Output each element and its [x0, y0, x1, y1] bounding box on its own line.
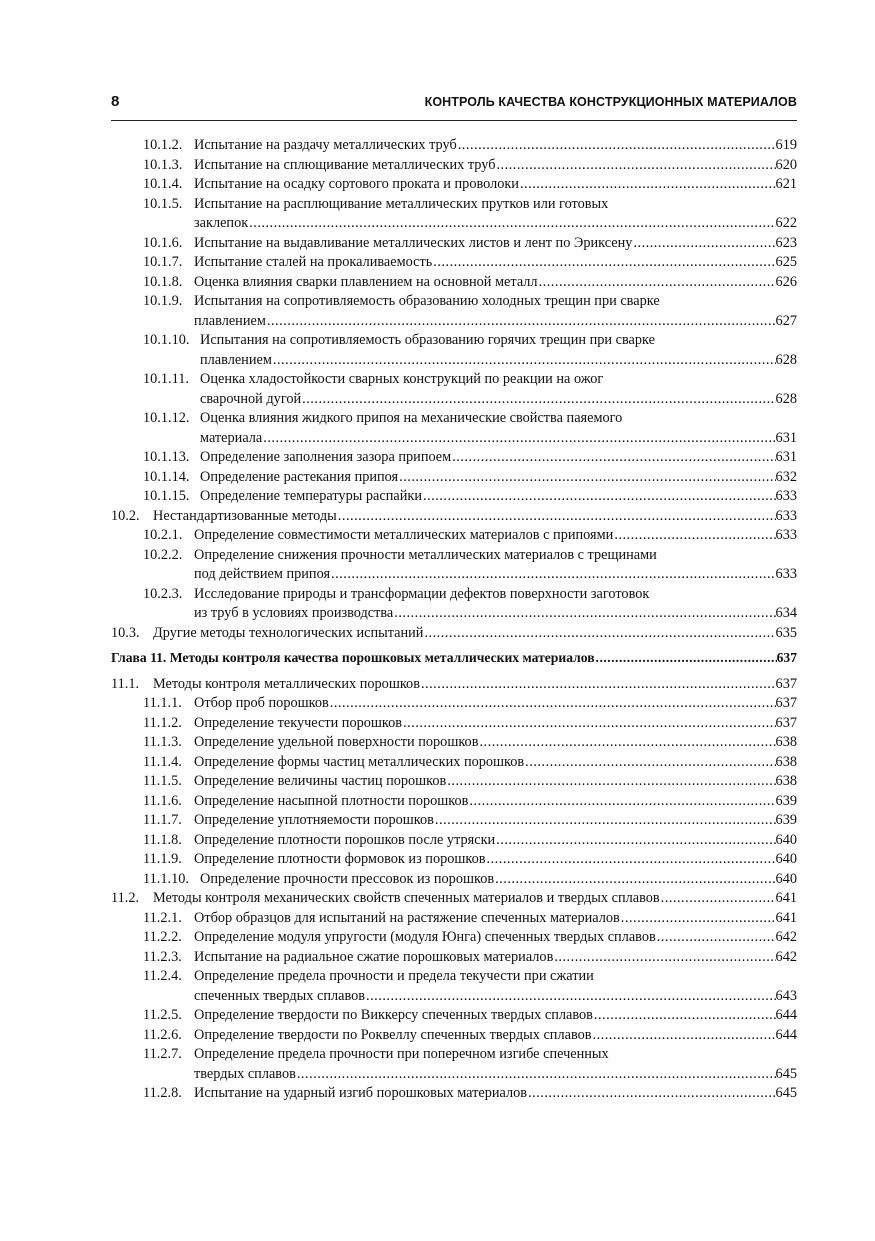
- toc-page-number: 619: [775, 137, 797, 153]
- toc-entry-title: Определение снижения прочности металлических материалов с трещинами: [194, 546, 657, 563]
- toc-entry-title: твердых сплавов: [194, 1065, 296, 1082]
- toc-entry-line: [194, 213, 797, 233]
- toc-section-number: 11.1.4.: [143, 753, 182, 770]
- toc-page-number: 633: [775, 527, 797, 543]
- toc-section-number: 11.2.7.: [143, 1046, 182, 1062]
- toc-page-number: 642: [775, 948, 797, 965]
- toc-page-number: 623: [775, 234, 797, 251]
- toc-entry-title: Оценка влияния сварки плавлением на основной металл: [194, 273, 538, 290]
- toc-entry-line: [111, 623, 797, 643]
- toc-entry-line: [194, 1064, 797, 1084]
- toc-page-number: 640: [775, 870, 797, 887]
- toc-entry-title: Определение совместимости металлических материалов с припоями: [194, 527, 614, 543]
- dot-leader: [519, 174, 776, 194]
- toc-page-number: 633: [775, 507, 797, 524]
- toc-entry-title: Определение растекания припоя: [200, 468, 399, 485]
- dot-leader: [420, 674, 776, 694]
- toc-entry-line: [111, 648, 797, 668]
- toc-entry-line: [143, 1044, 609, 1064]
- toc-entry-line: [143, 869, 797, 889]
- toc-page-number: 640: [775, 851, 797, 867]
- toc-entry-title: спеченных твердых сплавов: [194, 987, 366, 1004]
- toc-section-number: 10.1.3.: [143, 156, 183, 173]
- toc-page-number: 637: [776, 650, 797, 665]
- dot-leader: [365, 986, 776, 1006]
- toc-entry-line: [194, 311, 797, 331]
- toc-entry-title: заклепок: [194, 215, 249, 231]
- toc-page-number: 631: [775, 449, 797, 465]
- toc-page-number: 644: [775, 1026, 797, 1043]
- toc-page-number: 627: [775, 312, 797, 329]
- toc-entry-title: Испытания на сопротивляемость образованию горячих трещин при сварке: [200, 332, 655, 348]
- toc-section-number: 11.1.2.: [143, 714, 182, 731]
- dot-leader: [592, 1025, 776, 1045]
- toc-entry-line: [143, 752, 797, 772]
- dot-leader: [620, 908, 776, 928]
- toc-page-number: 621: [775, 176, 797, 192]
- toc-section-number: 11.1.3.: [143, 734, 182, 750]
- toc-page-number: 637: [775, 714, 797, 731]
- toc-section-number: 10.2.1.: [143, 527, 183, 543]
- toc-section-number: 10.1.8.: [143, 273, 183, 290]
- dot-leader: [656, 927, 776, 947]
- dot-leader: [446, 771, 775, 791]
- toc-entry-title: Определение модуля упругости (модуля Юнга) спеченных твердых сплавов: [194, 929, 656, 945]
- dot-leader: [595, 648, 777, 668]
- toc-section-number: 11.1.10.: [143, 870, 189, 887]
- toc-section-number: 11.1.5.: [143, 773, 182, 789]
- toc-page-number: 631: [775, 429, 797, 446]
- toc-entry-title: Методы контроля металлических порошков: [153, 675, 420, 692]
- toc-section-number: 11.1.6.: [143, 792, 182, 809]
- toc-entry-line: [143, 584, 649, 604]
- toc-section-number: 10.1.2.: [143, 137, 183, 153]
- toc-entry-title: под действием припоя: [194, 566, 331, 582]
- dot-leader: [296, 1064, 776, 1084]
- toc-entry-title: Определение прочности прессовок из порошков: [200, 870, 495, 887]
- dot-leader: [527, 1083, 776, 1103]
- toc-entry-title: Определение твердости по Роквеллу спеченных твердых сплавов: [194, 1026, 592, 1043]
- toc-entry-line: [194, 986, 797, 1006]
- running-title: КОНТРОЛЬ КАЧЕСТВА КОНСТРУКЦИОННЫХ МАТЕРИАЛОВ: [424, 95, 797, 109]
- toc-page-number: 620: [775, 156, 797, 173]
- toc-section-number: 10.1.5.: [143, 195, 183, 212]
- toc-entry-line: [143, 447, 797, 467]
- toc-entry-line: [111, 674, 797, 694]
- dot-leader: [553, 947, 775, 967]
- toc-section-number: 10.1.14.: [143, 468, 190, 485]
- toc-page-number: 625: [775, 254, 797, 270]
- toc-page-number: 639: [775, 812, 797, 828]
- dot-leader: [402, 713, 776, 733]
- toc-entry-line: [194, 564, 797, 584]
- toc-entry-line: [143, 291, 660, 311]
- toc-entry-title: из труб в условиях производства: [194, 605, 394, 621]
- toc-page-number: 645: [775, 1085, 797, 1101]
- dot-leader: [262, 428, 775, 448]
- toc-entry-line: [143, 927, 797, 947]
- toc-entry-line: [143, 545, 657, 565]
- toc-entry-title: плавлением: [200, 351, 272, 368]
- toc-entry-title: Оценка влияния жидкого припоя на механические свойства паяемого: [200, 410, 623, 426]
- toc-page-number: 635: [775, 624, 797, 641]
- dot-leader: [478, 732, 775, 752]
- dot-leader: [593, 1005, 776, 1025]
- toc-entry-line: [143, 966, 594, 986]
- toc-entry-line: [143, 408, 622, 428]
- dot-leader: [632, 233, 775, 253]
- toc-entry-title: Определение удельной поверхности порошков: [194, 734, 479, 750]
- toc-section-number: 11.1.7.: [143, 812, 182, 828]
- toc-entry-line: [143, 830, 797, 850]
- toc-entry-title: Определение насыпной плотности порошков: [194, 792, 469, 809]
- toc-page-number: 637: [775, 675, 797, 692]
- toc-entry-title: Отбор проб порошков: [194, 695, 329, 711]
- toc-section-number: 11.2.4.: [143, 968, 182, 984]
- toc-section-number: 10.1.13.: [143, 449, 190, 465]
- toc-entry-line: [111, 506, 797, 526]
- toc-section-number: 11.1.: [111, 675, 140, 692]
- toc-entry-title: Другие методы технологических испытаний: [153, 624, 424, 641]
- dot-leader: [329, 693, 776, 713]
- toc-entry-line: [143, 194, 608, 214]
- toc-entry-title: Определение формы частиц металлических порошков: [194, 753, 525, 770]
- toc-entry-title: Испытание на выдавливание металлических листов и лент по Эриксену: [194, 234, 633, 251]
- toc-section-number: 11.1.9.: [143, 851, 182, 867]
- toc-section-number: 11.2.6.: [143, 1026, 182, 1043]
- dot-leader: [434, 810, 776, 830]
- toc-page-number: 622: [775, 215, 797, 231]
- toc-entry-title: Определение плотности формовок из порошков: [194, 851, 486, 867]
- toc-entry-line: [200, 389, 797, 409]
- toc-entry-line: [143, 155, 797, 175]
- dot-leader: [538, 272, 776, 292]
- toc-entry-title: Глава 11. Методы контроля качества порошковых металлических материалов: [111, 650, 595, 665]
- toc-page-number: 633: [775, 488, 797, 504]
- toc-entry-line: [143, 849, 797, 869]
- toc-entry-title: Нестандартизованные методы: [153, 507, 337, 524]
- toc-section-number: 10.1.6.: [143, 234, 183, 251]
- toc-entry-line: [111, 888, 797, 908]
- toc-entry-line: [143, 272, 797, 292]
- dot-leader: [451, 447, 775, 467]
- toc-page-number: 628: [775, 390, 797, 407]
- dot-leader: [494, 869, 775, 889]
- toc-entry-line: [143, 233, 797, 253]
- toc-page-number: 644: [775, 1007, 797, 1023]
- toc-entry-line: [143, 369, 603, 389]
- toc-section-number: 11.2.1.: [143, 909, 182, 926]
- toc-entry-title: Определение твердости по Виккерсу спеченных твердых сплавов: [194, 1007, 593, 1023]
- toc-entry-line: [143, 1025, 797, 1045]
- toc-section-number: 10.1.15.: [143, 488, 190, 504]
- dot-leader: [495, 155, 775, 175]
- toc-page-number: 637: [775, 695, 797, 711]
- dot-leader: [524, 752, 775, 772]
- toc-page-number: 640: [775, 831, 797, 848]
- toc-section-number: 10.1.9.: [143, 293, 183, 309]
- toc-page-number: 641: [775, 890, 797, 906]
- toc-section-number: 10.3.: [111, 624, 140, 641]
- toc-entry-title: Испытание сталей на прокаливаемость: [194, 254, 433, 270]
- toc-entry-title: Определение величины частиц порошков: [194, 773, 447, 789]
- dot-leader: [660, 888, 776, 908]
- toc-entry-line: [143, 791, 797, 811]
- toc-section-number: 10.2.3.: [143, 585, 183, 602]
- dot-leader: [613, 525, 775, 545]
- toc-page-number: 641: [775, 909, 797, 926]
- toc-entry-line: [143, 525, 797, 545]
- toc-entry-line: [143, 1083, 797, 1103]
- toc-entry-line: [200, 428, 797, 448]
- running-header: [111, 93, 797, 121]
- toc-entry-line: [200, 350, 797, 370]
- dot-leader: [432, 252, 775, 272]
- page-number: 8: [111, 93, 120, 110]
- toc-page-number: 638: [775, 734, 797, 750]
- toc-entry-title: Определение плотности порошков после утряски: [194, 831, 496, 848]
- dot-leader: [393, 603, 775, 623]
- toc-entry-title: Испытание на ударный изгиб порошковых материалов: [194, 1085, 528, 1101]
- dot-leader: [266, 311, 776, 331]
- dot-leader: [248, 213, 775, 233]
- toc-section-number: 11.2.3.: [143, 948, 182, 965]
- toc-entry-line: [143, 252, 797, 272]
- dot-leader: [423, 623, 775, 643]
- toc-section-number: 10.1.12.: [143, 410, 190, 426]
- toc-entry-line: [143, 467, 797, 487]
- toc-page-number: 642: [775, 929, 797, 945]
- toc-page-number: 632: [775, 468, 797, 485]
- toc-entry-title: Определение уплотняемости порошков: [194, 812, 434, 828]
- toc-entry-title: Определение температуры распайки: [200, 488, 422, 504]
- toc-section-number: 10.1.10.: [143, 332, 190, 348]
- toc-page-number: 634: [775, 605, 797, 621]
- toc-section-number: 10.2.2.: [143, 546, 183, 563]
- dot-leader: [495, 830, 775, 850]
- toc-entry-line: [143, 1005, 797, 1025]
- toc-entry-title: Исследование природы и трансформации дефектов поверхности заготовок: [194, 585, 650, 602]
- dot-leader: [486, 849, 776, 869]
- toc-page-number: 643: [775, 987, 797, 1004]
- toc-page-number: 638: [775, 773, 797, 789]
- toc-page-number: 638: [775, 753, 797, 770]
- toc-entry-title: Определение заполнения зазора припоем: [200, 449, 452, 465]
- dot-leader: [301, 389, 775, 409]
- toc-entry-title: Определение предела прочности и предела текучести при сжатии: [194, 968, 594, 984]
- dot-leader: [337, 506, 776, 526]
- toc-section-number: 10.1.4.: [143, 176, 183, 192]
- toc-entry-line: [143, 486, 797, 506]
- toc-entry-title: Испытание на радиальное сжатие порошковых материалов: [194, 948, 554, 965]
- toc-entry-title: Оценка хладостойкости сварных конструкций по реакции на ожог: [200, 371, 604, 387]
- toc-entry-line: [194, 603, 797, 623]
- toc-section-number: 11.1.1.: [143, 695, 182, 711]
- toc-entry-line: [143, 810, 797, 830]
- toc-entry-line: [143, 908, 797, 928]
- header-rule: [111, 120, 797, 121]
- toc-section-number: 11.2.5.: [143, 1007, 182, 1023]
- toc-section-number: 10.1.11.: [143, 371, 189, 387]
- toc-entry-title: Методы контроля механических свойств спеченных материалов и твердых сплавов: [153, 890, 660, 906]
- toc-entry-line: [143, 330, 655, 350]
- toc-entry-title: Испытание на раздачу металлических труб: [194, 137, 457, 153]
- toc-entry-title: Испытание на сплющивание металлических труб: [194, 156, 496, 173]
- toc-page-number: 639: [775, 792, 797, 809]
- toc-section-number: 11.2.8.: [143, 1085, 182, 1101]
- toc-entry-title: Испытания на сопротивляемость образованию холодных трещин при сварке: [194, 293, 660, 309]
- dot-leader: [330, 564, 776, 584]
- dot-leader: [422, 486, 776, 506]
- toc-section-number: 11.2.: [111, 890, 140, 906]
- toc-page-number: 645: [775, 1065, 797, 1082]
- toc-section-number: 11.2.2.: [143, 929, 182, 945]
- toc-entry-line: [143, 693, 797, 713]
- toc-entry-title: Определение предела прочности при поперечном изгибе спеченных: [194, 1046, 609, 1062]
- toc-entry-line: [143, 732, 797, 752]
- dot-leader: [457, 135, 776, 155]
- toc-entry-line: [143, 947, 797, 967]
- dot-leader: [398, 467, 775, 487]
- toc-entry-title: Определение текучести порошков: [194, 714, 403, 731]
- toc-entry-line: [143, 713, 797, 733]
- toc-entry-title: Испытание на расплющивание металлических прутков или готовых: [194, 195, 609, 212]
- toc-entry-title: Испытание на осадку сортового проката и проволоки: [194, 176, 519, 192]
- dot-leader: [272, 350, 776, 370]
- toc-page-number: 626: [775, 273, 797, 290]
- toc-page-number: 633: [775, 566, 797, 582]
- toc-entry-line: [143, 771, 797, 791]
- toc-entry-title: Отбор образцов для испытаний на растяжение спеченных материалов: [194, 909, 620, 926]
- toc-section-number: 11.1.8.: [143, 831, 182, 848]
- toc-section-number: 10.1.7.: [143, 254, 183, 270]
- dot-leader: [468, 791, 775, 811]
- toc-entry-line: [143, 174, 797, 194]
- toc-entry-line: [143, 135, 797, 155]
- toc-entry-title: материала: [200, 429, 263, 446]
- toc-section-number: 10.2.: [111, 507, 140, 524]
- toc-entry-title: сварочной дугой: [200, 390, 302, 407]
- toc-entry-title: плавлением: [194, 312, 266, 329]
- toc-page-number: 628: [775, 351, 797, 368]
